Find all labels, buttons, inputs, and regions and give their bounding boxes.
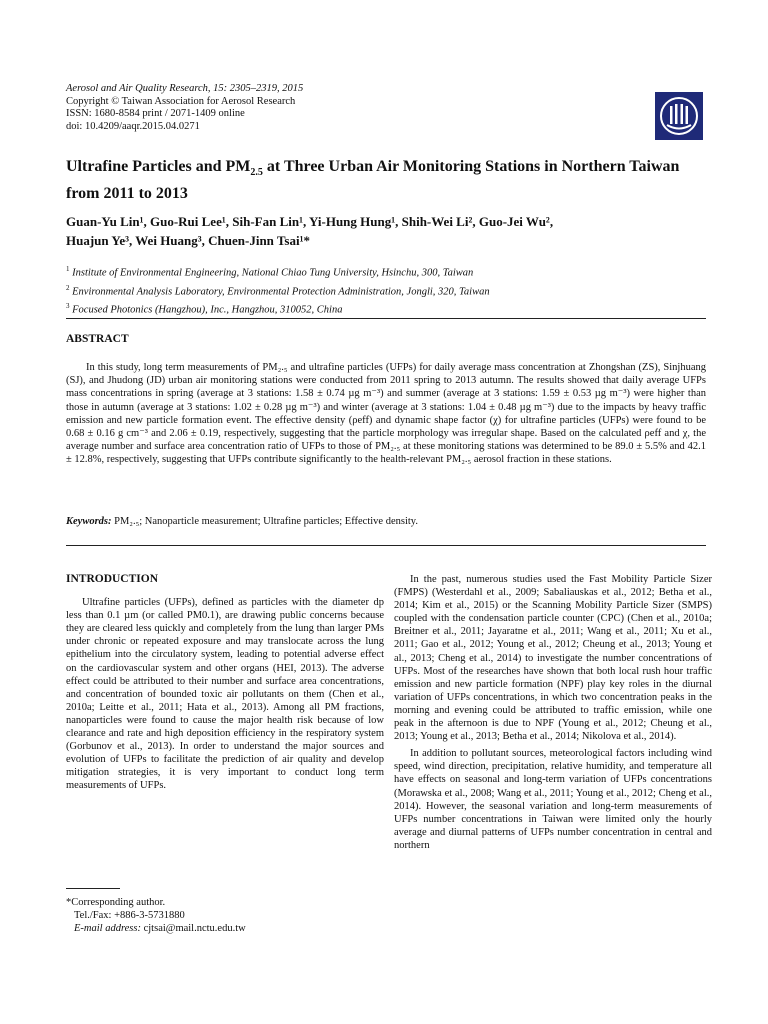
email-label: E-mail address: bbox=[74, 923, 141, 934]
doi-link[interactable]: doi: 10.4209/aaqr.2015.04.0271 bbox=[66, 120, 200, 132]
keywords-text: PM₂.₅; Nanoparticle measurement; Ultrafine particles; Effective density. bbox=[111, 516, 418, 527]
left-column bbox=[66, 573, 384, 797]
divider-top bbox=[66, 318, 706, 319]
affiliation-2 bbox=[66, 281, 706, 300]
affiliation-number: 2 bbox=[66, 283, 70, 292]
intro-paragraph-2: In the past, numerous studies used the Fast Mobility Particle Sizer (FMPS) (Westerdahl et al., 2009; Sabaliauskas et al., 2012; Betha et al., 2014; Kim et al., 2015) or the Scanning Mobility Particle Sizer (SMPS) coupled with the condensation particle counter (CPC) (Chen et al., 2010a; Breitner et al., 2011; Jayaratne et al., 2011; Wang et al., 2011; Xu et al., 2011; Gao et al., 2012; Young et al., 2012; Cheung et al., 2013; Young et al., 2013; Cheng et al., 2014) to investigate the number concentrations of UFPs. Most of the researches have shown that both local rush hour traffic emission and new particle formation (NPF) play key roles in the diurnal variation of UFPs concentrations, in which two concentration peaks in the morning and evening could be attributed to traffic emission, while one peak in the afternoon is due to NPF (Young et al., 2012; Cheung et al., 2013; Young et al., 2013; Betha et al., 2014; Nikolova et al., 2014). bbox=[394, 574, 712, 743]
authors-line-2: Huajun Ye³, Wei Huang³, Chuen-Jinn Tsai¹* bbox=[66, 233, 310, 248]
footnote bbox=[66, 896, 384, 935]
introduction-heading: INTRODUCTION bbox=[66, 573, 159, 585]
author-phone: Tel./Fax: +886-3-5731880 bbox=[74, 910, 185, 921]
issn-line: ISSN: 1680-8584 print / 2071-1409 online bbox=[66, 108, 245, 119]
right-column bbox=[394, 573, 712, 856]
journal-citation: Aerosol and Air Quality Research, 15: 2305–2319, 2015 bbox=[66, 83, 304, 94]
title-subscript: 2.5 bbox=[250, 167, 263, 179]
email-address[interactable]: cjtsai@mail.nctu.edu.tw bbox=[140, 923, 246, 934]
paper-title bbox=[66, 156, 706, 204]
abstract-text: In this study, long term measurements of PM₂.₅ and ultrafine particles (UFPs) for daily average mass concentration at Zhongshan (ZS), Sinjhuang (SJ), and Jhudong (JD) urban air monitoring stations were conducted from 2011 spring to 2013 autumn. The results showed that daily average UFPs mass concentrations in spring (average at 3 stations: 1.58 ± 0.74 µg m⁻³) and summer (average at 3 stations: 1.59 ± 0.53 µg m⁻³) were higher than those in autumn (average at 3 stations: 1.02 ± 0.28 µg m⁻³) and winter (average at 3 stations: 1.04 ± 0.48 µg m⁻³) due to the impacts by heavy traffic emission and new particle formation event. The effective density (ρeff) and dynamic shape factor (χ) for ultrafine particles (UFPs) were found to be 0.68 ± 0.16 g cm⁻³ and 2.06 ± 0.19, respectively, suggesting that the particle morphology was irregular shape. Based on the calculated ρeff and χ, the average number and surface area concentration ratio of UFPs to those of PM₂.₅ at these monitoring stations was determined to be 89.0 ± 5.5% and 42.1 ± 12.8%, respectively, suggesting that UFPs contribute significantly to the health-relevant PM₂.₅ aerosol fraction in these stations. bbox=[66, 362, 706, 466]
affiliation-text: Focused Photonics (Hangzhou), Inc., Hangzhou, 310052, China bbox=[69, 304, 343, 316]
divider-bottom bbox=[66, 545, 706, 546]
title-part1: Ultrafine Particles and PM bbox=[66, 158, 251, 175]
copyright-line: Copyright © Taiwan Association for Aerosol Research bbox=[66, 95, 296, 107]
keywords-label: Keywords: bbox=[66, 516, 112, 527]
intro-paragraph-3: In addition to pollutant sources, meteorological factors including wind speed, wind direction, precipitation, relative humidity, and temperature all have effects on seasonal and long-term variation of UFPs concentrations (Morawska et al., 2008; Wang et al., 2011; Young et al., 2012; Cheng et al., 2014). However, the seasonal variation and long-term measurements of UFPs number concentrations in Taiwan were limited only the hourly average and diurnal patterns of UFPs number concentration in central and northern bbox=[394, 748, 712, 851]
journal-logo-icon bbox=[655, 92, 703, 140]
affiliation-text: Environmental Analysis Laboratory, Environmental Protection Administration, Jongli, 320, Taiwan bbox=[69, 286, 490, 297]
affiliation-number: 1 bbox=[66, 265, 70, 273]
corresponding-author: *Corresponding author. bbox=[66, 897, 166, 908]
affiliation-text: Institute of Environmental Engineering, National Chiao Tung University, Hsinchu, 300, Taiwan bbox=[69, 267, 474, 279]
title-part2: at Three Urban Air Monitoring Stations in Northern Taiwan from 2011 to 2013 bbox=[66, 158, 680, 203]
journal-header bbox=[66, 83, 303, 133]
intro-paragraph-1: Ultrafine particles (UFPs), defined as particles with the diameter dp less than 0.1 µm (or called PM0.1), are drawing public concerns because they are cleared less quickly and completely from the lung than larger PMs under chronic or repeated exposure and may translocate across the lung epithelium into the circulatory system, leading to potential adverse effect on the cardiovascular system and other organs (HEI, 2013). The adverse effect could be attributed to their number and surface area concentrations, and concentration of bounded toxic air pollutants on them (Chen et al., 2010a; Leitte et al., 2011; Hata et al., 2013). Among all PM fractions, nanoparticles were found to cause the major health risk because of low clearance and rate and high deposition efficiency in the respiratory system (Gorbunov et al., 2013). In order to understand the major sources and evolution of UFPs to facilitate the prediction of air quality and develop mitigation strategies, it is very important to conduct long term measurements of UFPs. bbox=[66, 597, 384, 792]
author-email bbox=[66, 922, 384, 935]
affiliation-number: 3 bbox=[66, 302, 70, 310]
affiliation-list bbox=[66, 262, 706, 318]
authors-line-1: Guan-Yu Lin¹, Guo-Rui Lee¹, Sih-Fan Lin¹, Yi-Hung Hung¹, Shih-Wei Li², Guo-Jei Wu², bbox=[66, 214, 554, 229]
affiliation-1 bbox=[66, 262, 706, 281]
abstract-heading: ABSTRACT bbox=[66, 333, 129, 345]
affiliation-3 bbox=[66, 299, 706, 318]
author-list bbox=[66, 212, 706, 250]
footnote-divider bbox=[66, 888, 120, 889]
keywords bbox=[66, 515, 706, 528]
